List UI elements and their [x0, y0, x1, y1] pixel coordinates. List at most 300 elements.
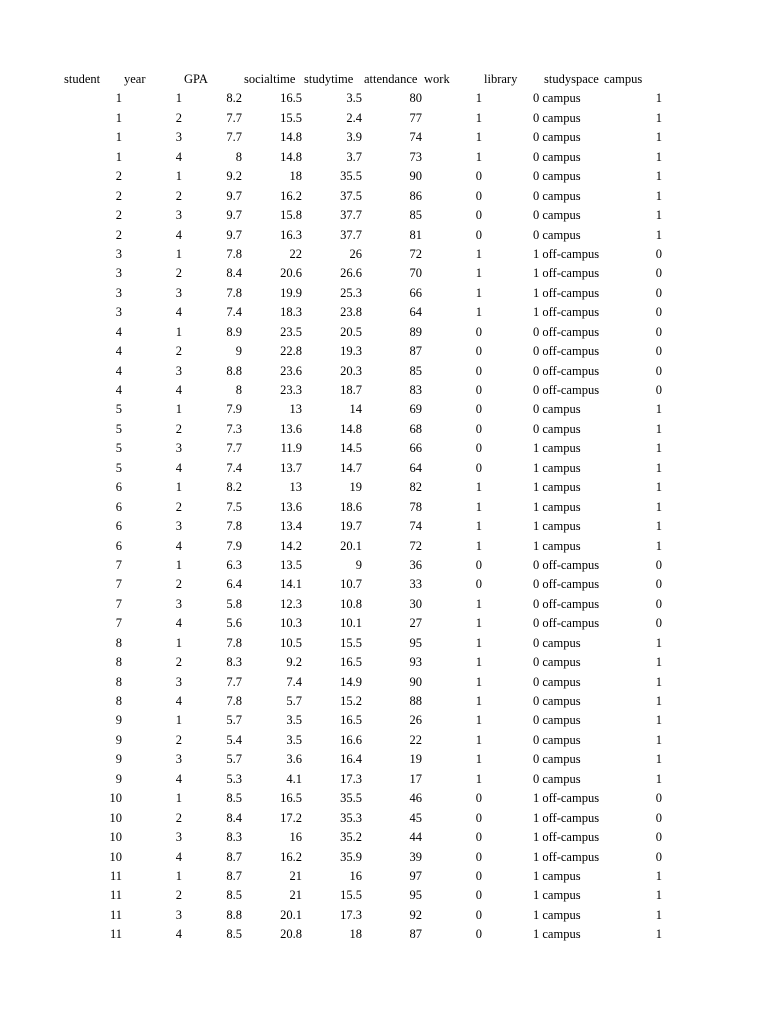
cell-socialtime: 13: [289, 402, 302, 417]
cell-student: 7: [115, 616, 122, 631]
cell-work: 1: [475, 266, 482, 281]
cell-year: 2: [175, 577, 182, 592]
cell-socialtime: 23.3: [280, 383, 302, 397]
cell-gpa: 9.7: [226, 208, 242, 223]
cell-campus: 1: [655, 188, 662, 203]
cell-studytime: 26.6: [340, 266, 362, 281]
cell-socialtime: 10.3: [280, 616, 302, 631]
cell-year: 1: [175, 791, 182, 806]
cell-campus: 1: [655, 149, 662, 164]
cell-studytime: 20.3: [340, 363, 362, 378]
cell-year: 4: [175, 383, 182, 397]
cell-work: 1: [475, 91, 482, 106]
cell-campus: 0: [655, 246, 662, 261]
cell-gpa: 8.9: [226, 324, 242, 339]
header-attendance: attendance: [364, 72, 418, 86]
header-student: student: [64, 72, 101, 86]
cell-attendance: 90: [409, 674, 422, 689]
cell-library-studyspace: 1 off-campus: [533, 830, 600, 845]
cell-year: 2: [175, 655, 182, 670]
cell-campus: 1: [655, 868, 662, 883]
cell-attendance: 95: [409, 888, 422, 903]
cell-library-studyspace: 0 off-campus: [533, 577, 600, 592]
cell-library-studyspace: 0 campus: [533, 110, 581, 125]
cell-attendance: 86: [409, 188, 422, 203]
table-row: [0, 537, 768, 556]
cell-student: 9: [115, 713, 122, 728]
cell-library-studyspace: 0 campus: [533, 149, 581, 164]
cell-student: 3: [115, 305, 122, 320]
cell-socialtime: 20.1: [280, 907, 302, 922]
cell-studytime: 14.7: [340, 460, 362, 475]
cell-work: 0: [475, 830, 482, 845]
cell-library-studyspace: 1 campus: [533, 868, 581, 883]
cell-year: 3: [175, 519, 182, 534]
cell-library-studyspace: 1 off-campus: [533, 246, 600, 261]
cell-campus: 0: [655, 596, 662, 611]
cell-gpa: 9.7: [226, 188, 242, 203]
cell-campus: 0: [655, 363, 662, 378]
cell-campus: 1: [655, 888, 662, 903]
cell-studytime: 17.3: [340, 771, 362, 786]
cell-campus: 0: [655, 849, 662, 864]
table-row: [0, 711, 768, 730]
cell-attendance: 66: [409, 441, 422, 456]
cell-year: 3: [175, 596, 182, 611]
table-body: [0, 89, 768, 944]
cell-work: 1: [475, 713, 482, 728]
cell-gpa: 8: [235, 383, 242, 397]
table-row: [0, 673, 768, 692]
cell-student: 9: [115, 771, 122, 786]
cell-work: 1: [475, 130, 482, 145]
cell-campus: 1: [655, 732, 662, 747]
cell-work: 1: [475, 694, 482, 708]
cell-student: 6: [115, 538, 122, 553]
table-row: [0, 886, 768, 905]
cell-socialtime: 20.8: [280, 927, 302, 942]
cell-gpa: 9.7: [226, 227, 242, 242]
cell-work: 0: [475, 344, 482, 359]
cell-attendance: 85: [409, 208, 422, 223]
cell-campus: 1: [655, 907, 662, 922]
cell-work: 1: [475, 110, 482, 125]
cell-year: 2: [175, 499, 182, 514]
cell-student: 4: [115, 363, 122, 378]
cell-student: 2: [115, 227, 122, 242]
cell-work: 1: [475, 616, 482, 631]
cell-year: 4: [175, 305, 182, 320]
cell-gpa: 8.2: [226, 480, 242, 495]
cell-gpa: 8.5: [226, 888, 242, 903]
cell-year: 3: [175, 208, 182, 223]
table-row: [0, 634, 768, 653]
cell-student: 6: [115, 480, 122, 495]
cell-work: 0: [475, 441, 482, 456]
cell-studytime: 10.8: [340, 596, 362, 611]
cell-student: 4: [115, 383, 122, 397]
table-row: [0, 284, 768, 303]
cell-attendance: 72: [409, 538, 422, 553]
cell-student: 8: [115, 655, 122, 670]
cell-gpa: 7.8: [226, 635, 242, 650]
cell-attendance: 66: [409, 285, 422, 300]
cell-work: 1: [475, 771, 482, 786]
cell-student: 4: [115, 324, 122, 339]
table-row: [0, 109, 768, 128]
cell-work: 0: [475, 557, 482, 572]
cell-year: 3: [175, 130, 182, 145]
cell-gpa: 8.4: [226, 266, 242, 281]
table-row: [0, 206, 768, 225]
cell-year: 2: [175, 110, 182, 125]
cell-studytime: 14.8: [340, 421, 362, 436]
cell-library-studyspace: 1 campus: [533, 888, 581, 903]
cell-work: 0: [475, 810, 482, 825]
cell-attendance: 68: [409, 421, 422, 436]
cell-attendance: 88: [409, 694, 422, 708]
cell-studytime: 15.5: [340, 888, 362, 903]
cell-year: 4: [175, 771, 182, 786]
cell-attendance: 81: [409, 227, 422, 242]
cell-student: 10: [109, 849, 122, 864]
cell-studytime: 15.2: [340, 694, 362, 708]
cell-gpa: 8.3: [226, 655, 242, 670]
cell-gpa: 6.3: [226, 557, 242, 572]
cell-studytime: 37.7: [340, 208, 362, 223]
cell-gpa: 8.5: [226, 791, 242, 806]
cell-student: 11: [109, 868, 122, 883]
cell-campus: 0: [655, 577, 662, 592]
cell-gpa: 7.7: [226, 441, 242, 456]
cell-campus: 1: [655, 227, 662, 242]
cell-campus: 1: [655, 499, 662, 514]
cell-gpa: 5.4: [226, 732, 242, 747]
cell-gpa: 7.5: [226, 499, 242, 514]
cell-campus: 1: [655, 927, 662, 942]
cell-student: 5: [115, 460, 122, 475]
cell-library-studyspace: 1 campus: [533, 538, 581, 553]
cell-campus: 0: [655, 557, 662, 572]
cell-socialtime: 13.7: [280, 460, 302, 475]
cell-work: 1: [475, 480, 482, 495]
cell-student: 5: [115, 441, 122, 456]
cell-gpa: 8.8: [226, 363, 242, 378]
cell-work: 1: [475, 149, 482, 164]
cell-student: 6: [115, 519, 122, 534]
table-row: [0, 264, 768, 283]
cell-library-studyspace: 1 off-campus: [533, 266, 600, 281]
table-row: [0, 789, 768, 808]
cell-student: 2: [115, 208, 122, 223]
cell-studytime: 18.6: [340, 499, 362, 514]
cell-socialtime: 16.5: [280, 91, 302, 106]
cell-work: 1: [475, 246, 482, 261]
table-row: [0, 148, 768, 167]
header-studytime: studytime: [304, 72, 354, 86]
cell-gpa: 8.3: [226, 830, 242, 845]
cell-attendance: 85: [409, 363, 422, 378]
cell-studytime: 35.5: [340, 791, 362, 806]
cell-gpa: 7.7: [226, 110, 242, 125]
cell-student: 11: [109, 888, 122, 903]
cell-work: 0: [475, 208, 482, 223]
cell-student: 7: [115, 557, 122, 572]
cell-work: 0: [475, 169, 482, 184]
cell-year: 1: [175, 480, 182, 495]
cell-year: 4: [175, 538, 182, 553]
cell-library-studyspace: 0 off-campus: [533, 616, 600, 631]
cell-socialtime: 18: [289, 169, 302, 184]
cell-year: 1: [175, 868, 182, 883]
cell-student: 1: [115, 91, 122, 106]
cell-library-studyspace: 1 off-campus: [533, 791, 600, 806]
cell-campus: 1: [655, 91, 662, 106]
table-row: [0, 303, 768, 322]
cell-socialtime: 13.4: [280, 519, 302, 534]
cell-library-studyspace: 0 campus: [533, 752, 581, 767]
cell-campus: 0: [655, 344, 662, 359]
cell-year: 1: [175, 324, 182, 339]
cell-campus: 1: [655, 538, 662, 553]
cell-library-studyspace: 1 campus: [533, 480, 581, 495]
cell-gpa: 8: [235, 149, 242, 164]
cell-campus: 1: [655, 208, 662, 223]
cell-student: 3: [115, 246, 122, 261]
cell-year: 2: [175, 266, 182, 281]
table-row: [0, 925, 768, 944]
cell-socialtime: 16: [289, 830, 302, 845]
cell-year: 1: [175, 713, 182, 728]
table-row: [0, 439, 768, 458]
header-year: year: [124, 72, 146, 86]
cell-attendance: 36: [409, 557, 422, 572]
cell-library-studyspace: 0 campus: [533, 208, 581, 223]
table-row: [0, 653, 768, 672]
table-row: [0, 381, 768, 400]
cell-library-studyspace: 0 campus: [533, 694, 581, 708]
cell-campus: 0: [655, 810, 662, 825]
cell-attendance: 44: [409, 830, 422, 845]
table-row: [0, 595, 768, 614]
cell-gpa: 8.2: [226, 91, 242, 106]
cell-socialtime: 16.3: [280, 227, 302, 242]
header-gpa: GPA: [184, 72, 208, 86]
cell-work: 1: [475, 732, 482, 747]
cell-year: 1: [175, 402, 182, 417]
cell-attendance: 33: [409, 577, 422, 592]
cell-studytime: 35.9: [340, 849, 362, 864]
cell-campus: 1: [655, 519, 662, 534]
cell-library-studyspace: 0 campus: [533, 771, 581, 786]
cell-socialtime: 16.2: [280, 188, 302, 203]
cell-work: 0: [475, 421, 482, 436]
cell-socialtime: 21: [289, 868, 302, 883]
cell-student: 5: [115, 421, 122, 436]
cell-library-studyspace: 0 campus: [533, 655, 581, 670]
cell-work: 0: [475, 460, 482, 475]
cell-gpa: 5.6: [226, 616, 242, 631]
cell-year: 3: [175, 674, 182, 689]
cell-studytime: 19: [349, 480, 362, 495]
cell-socialtime: 9.2: [286, 655, 302, 670]
cell-attendance: 72: [409, 246, 422, 261]
cell-year: 1: [175, 246, 182, 261]
cell-library-studyspace: 1 campus: [533, 927, 581, 942]
cell-student: 9: [115, 752, 122, 767]
cell-socialtime: 3.5: [286, 713, 302, 728]
cell-studytime: 10.7: [340, 577, 362, 592]
cell-work: 0: [475, 402, 482, 417]
header-studyspace: studyspace: [544, 72, 599, 86]
cell-studytime: 20.1: [340, 538, 362, 553]
cell-gpa: 6.4: [226, 577, 242, 592]
cell-library-studyspace: 0 off-campus: [533, 363, 600, 378]
cell-gpa: 9.2: [226, 169, 242, 184]
cell-year: 4: [175, 694, 182, 708]
table-row: [0, 128, 768, 147]
cell-year: 3: [175, 907, 182, 922]
table-row: [0, 809, 768, 828]
cell-studytime: 19.7: [340, 519, 362, 534]
cell-student: 11: [109, 927, 122, 942]
cell-studytime: 9: [355, 557, 362, 572]
cell-socialtime: 21: [289, 888, 302, 903]
cell-studytime: 37.5: [340, 188, 362, 203]
cell-attendance: 30: [409, 596, 422, 611]
table-row: [0, 770, 768, 789]
cell-library-studyspace: 1 campus: [533, 441, 581, 456]
cell-work: 1: [475, 635, 482, 650]
cell-year: 1: [175, 91, 182, 106]
cell-attendance: 64: [409, 305, 422, 320]
cell-work: 1: [475, 499, 482, 514]
cell-library-studyspace: 0 campus: [533, 635, 581, 650]
cell-socialtime: 12.3: [280, 596, 302, 611]
cell-work: 1: [475, 752, 482, 767]
cell-campus: 0: [655, 285, 662, 300]
cell-library-studyspace: 0 campus: [533, 713, 581, 728]
cell-gpa: 8.7: [226, 849, 242, 864]
table-row: [0, 750, 768, 769]
table-row: [0, 323, 768, 342]
cell-campus: 1: [655, 169, 662, 184]
table-row: [0, 89, 768, 108]
cell-student: 6: [115, 499, 122, 514]
cell-studytime: 16.6: [340, 732, 362, 747]
cell-socialtime: 3.5: [286, 732, 302, 747]
cell-attendance: 74: [409, 519, 422, 534]
cell-campus: 1: [655, 655, 662, 670]
cell-socialtime: 11.9: [280, 441, 302, 456]
cell-library-studyspace: 0 campus: [533, 130, 581, 145]
cell-year: 3: [175, 285, 182, 300]
cell-student: 10: [109, 791, 122, 806]
cell-student: 9: [115, 732, 122, 747]
header-row: [0, 70, 768, 89]
cell-attendance: 83: [409, 383, 422, 397]
cell-year: 2: [175, 810, 182, 825]
cell-work: 0: [475, 849, 482, 864]
cell-studytime: 25.3: [340, 285, 362, 300]
cell-gpa: 7.4: [226, 305, 242, 320]
cell-year: 4: [175, 616, 182, 631]
cell-gpa: 7.8: [226, 519, 242, 534]
cell-library-studyspace: 0 campus: [533, 91, 581, 106]
cell-year: 3: [175, 752, 182, 767]
cell-attendance: 45: [409, 810, 422, 825]
cell-student: 10: [109, 830, 122, 845]
cell-gpa: 8.4: [226, 810, 242, 825]
cell-campus: 1: [655, 480, 662, 495]
table-row: [0, 848, 768, 867]
cell-attendance: 93: [409, 655, 422, 670]
table-row: [0, 692, 768, 711]
cell-gpa: 9: [235, 344, 242, 359]
cell-student: 7: [115, 577, 122, 592]
cell-studytime: 17.3: [340, 907, 362, 922]
cell-attendance: 19: [409, 752, 422, 767]
cell-year: 2: [175, 732, 182, 747]
cell-socialtime: 16.2: [280, 849, 302, 864]
table-row: [0, 245, 768, 264]
cell-attendance: 80: [409, 91, 422, 106]
cell-year: 1: [175, 557, 182, 572]
cell-campus: 1: [655, 110, 662, 125]
cell-student: 4: [115, 344, 122, 359]
cell-student: 2: [115, 169, 122, 184]
table-row: [0, 167, 768, 186]
cell-studytime: 16: [349, 868, 362, 883]
cell-library-studyspace: 0 campus: [533, 188, 581, 203]
cell-year: 1: [175, 635, 182, 650]
cell-student: 3: [115, 266, 122, 281]
cell-attendance: 22: [409, 732, 422, 747]
cell-attendance: 70: [409, 266, 422, 281]
cell-year: 3: [175, 441, 182, 456]
cell-year: 3: [175, 363, 182, 378]
cell-student: 8: [115, 674, 122, 689]
cell-attendance: 87: [409, 344, 422, 359]
cell-studytime: 19.3: [340, 344, 362, 359]
cell-library-studyspace: 1 off-campus: [533, 849, 600, 864]
cell-socialtime: 13.6: [280, 421, 302, 436]
cell-studytime: 14.9: [340, 674, 362, 689]
cell-year: 4: [175, 849, 182, 864]
cell-gpa: 5.7: [226, 752, 242, 767]
cell-socialtime: 20.6: [280, 266, 302, 281]
table-row: [0, 731, 768, 750]
cell-gpa: 7.9: [226, 538, 242, 553]
cell-socialtime: 16.5: [280, 791, 302, 806]
cell-work: 1: [475, 674, 482, 689]
cell-socialtime: 4.1: [286, 771, 302, 786]
cell-year: 2: [175, 188, 182, 203]
cell-studytime: 18.7: [340, 383, 362, 397]
cell-library-studyspace: 0 campus: [533, 674, 581, 689]
cell-attendance: 77: [409, 110, 422, 125]
cell-student: 3: [115, 285, 122, 300]
cell-attendance: 39: [409, 849, 422, 864]
cell-student: 5: [115, 402, 122, 417]
cell-attendance: 27: [409, 616, 422, 631]
cell-library-studyspace: 1 campus: [533, 499, 581, 514]
cell-socialtime: 23.5: [280, 324, 302, 339]
cell-studytime: 23.8: [340, 305, 362, 320]
cell-work: 0: [475, 324, 482, 339]
cell-work: 1: [475, 596, 482, 611]
cell-attendance: 92: [409, 907, 422, 922]
